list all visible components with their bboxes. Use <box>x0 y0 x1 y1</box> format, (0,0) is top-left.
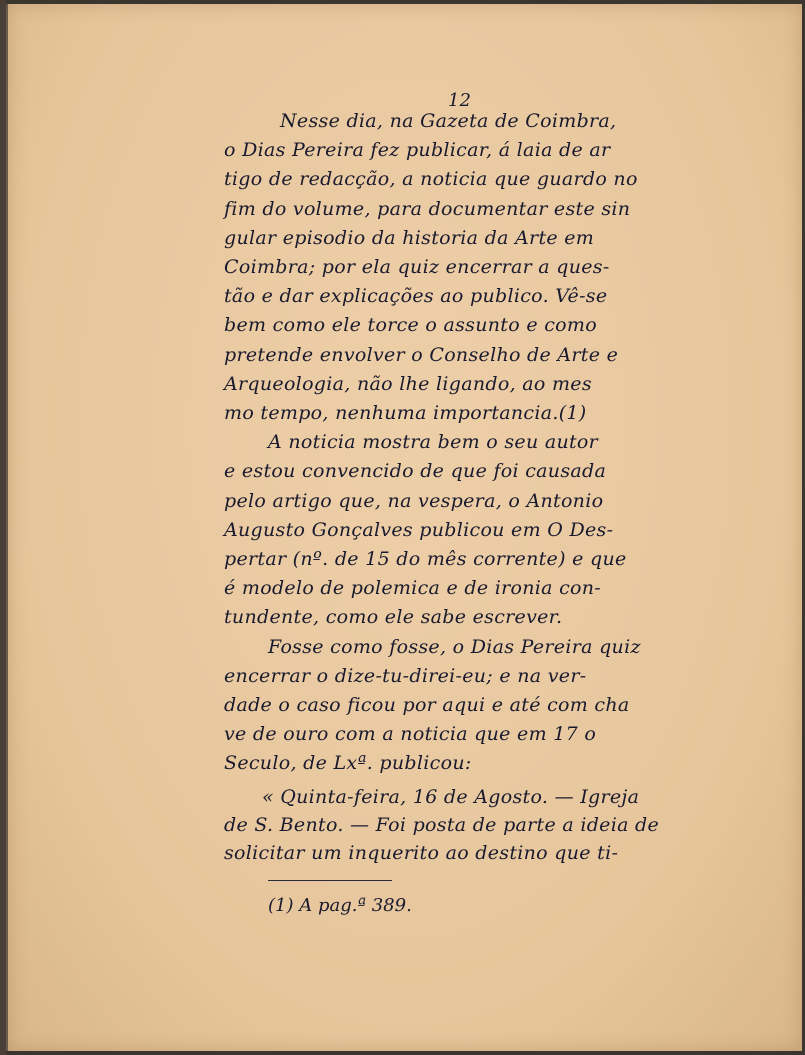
text-line: pelo artigo que, na vespera, o Antonio <box>224 490 604 512</box>
text-line: solicitar um inquerito ao destino que ti- <box>224 842 619 864</box>
text-line: Augusto Gonçalves publicou em O Des- <box>224 519 614 541</box>
text-line: de S. Bento. — Foi posta de parte a ideia de <box>224 814 660 836</box>
text-line: Nesse dia, na Gazeta de Coimbra, <box>280 110 617 132</box>
text-line: o Dias Pereira fez publicar, á laia de ar <box>224 139 611 161</box>
text-line: tigo de redacção, a noticia que guardo no <box>224 168 638 190</box>
text-line: tundente, como ele sabe escrever. <box>224 606 563 628</box>
text-line: gular episodio da historia da Arte em <box>224 227 595 249</box>
text-line: mo tempo, nenhuma importancia.(1) <box>224 402 587 424</box>
text-line: « Quinta-feira, 16 de Agosto. — Igreja <box>262 786 640 808</box>
text-line: Coimbra; por ela quiz encerrar a ques- <box>224 256 610 278</box>
text-line: encerrar o dize-tu-direi-eu; e na ver- <box>224 665 587 687</box>
text-line: bem como ele torce o assunto e como <box>224 314 597 336</box>
text-line: Seculo, de Lxª. publicou: <box>224 752 472 774</box>
text-line: pretende envolver o Conselho de Arte e <box>224 344 619 366</box>
text-line: ve de ouro com a noticia que em 17 o <box>224 723 597 745</box>
text-line: fim do volume, para documentar este sin <box>224 198 631 220</box>
text-line: é modelo de polemica e de ironia con- <box>224 577 602 599</box>
page-number: 12 <box>448 90 471 111</box>
text-line: pertar (nº. de 15 do mês corrente) e que <box>224 548 627 570</box>
text-line: tão e dar explicações ao publico. Vê-se <box>224 285 608 307</box>
text-line: A noticia mostra bem o seu autor <box>268 431 599 453</box>
text-line: dade o caso ficou por aqui e até com cha <box>224 694 630 716</box>
footnote-rule <box>268 880 392 881</box>
footnote: (1) A pag.ª 389. <box>268 895 412 916</box>
text-line: e estou convencido de que foi causada <box>224 460 607 482</box>
text-line: Fosse como fosse, o Dias Pereira quiz <box>268 636 641 658</box>
text-line: Arqueologia, não lhe ligando, ao mes <box>224 373 592 395</box>
